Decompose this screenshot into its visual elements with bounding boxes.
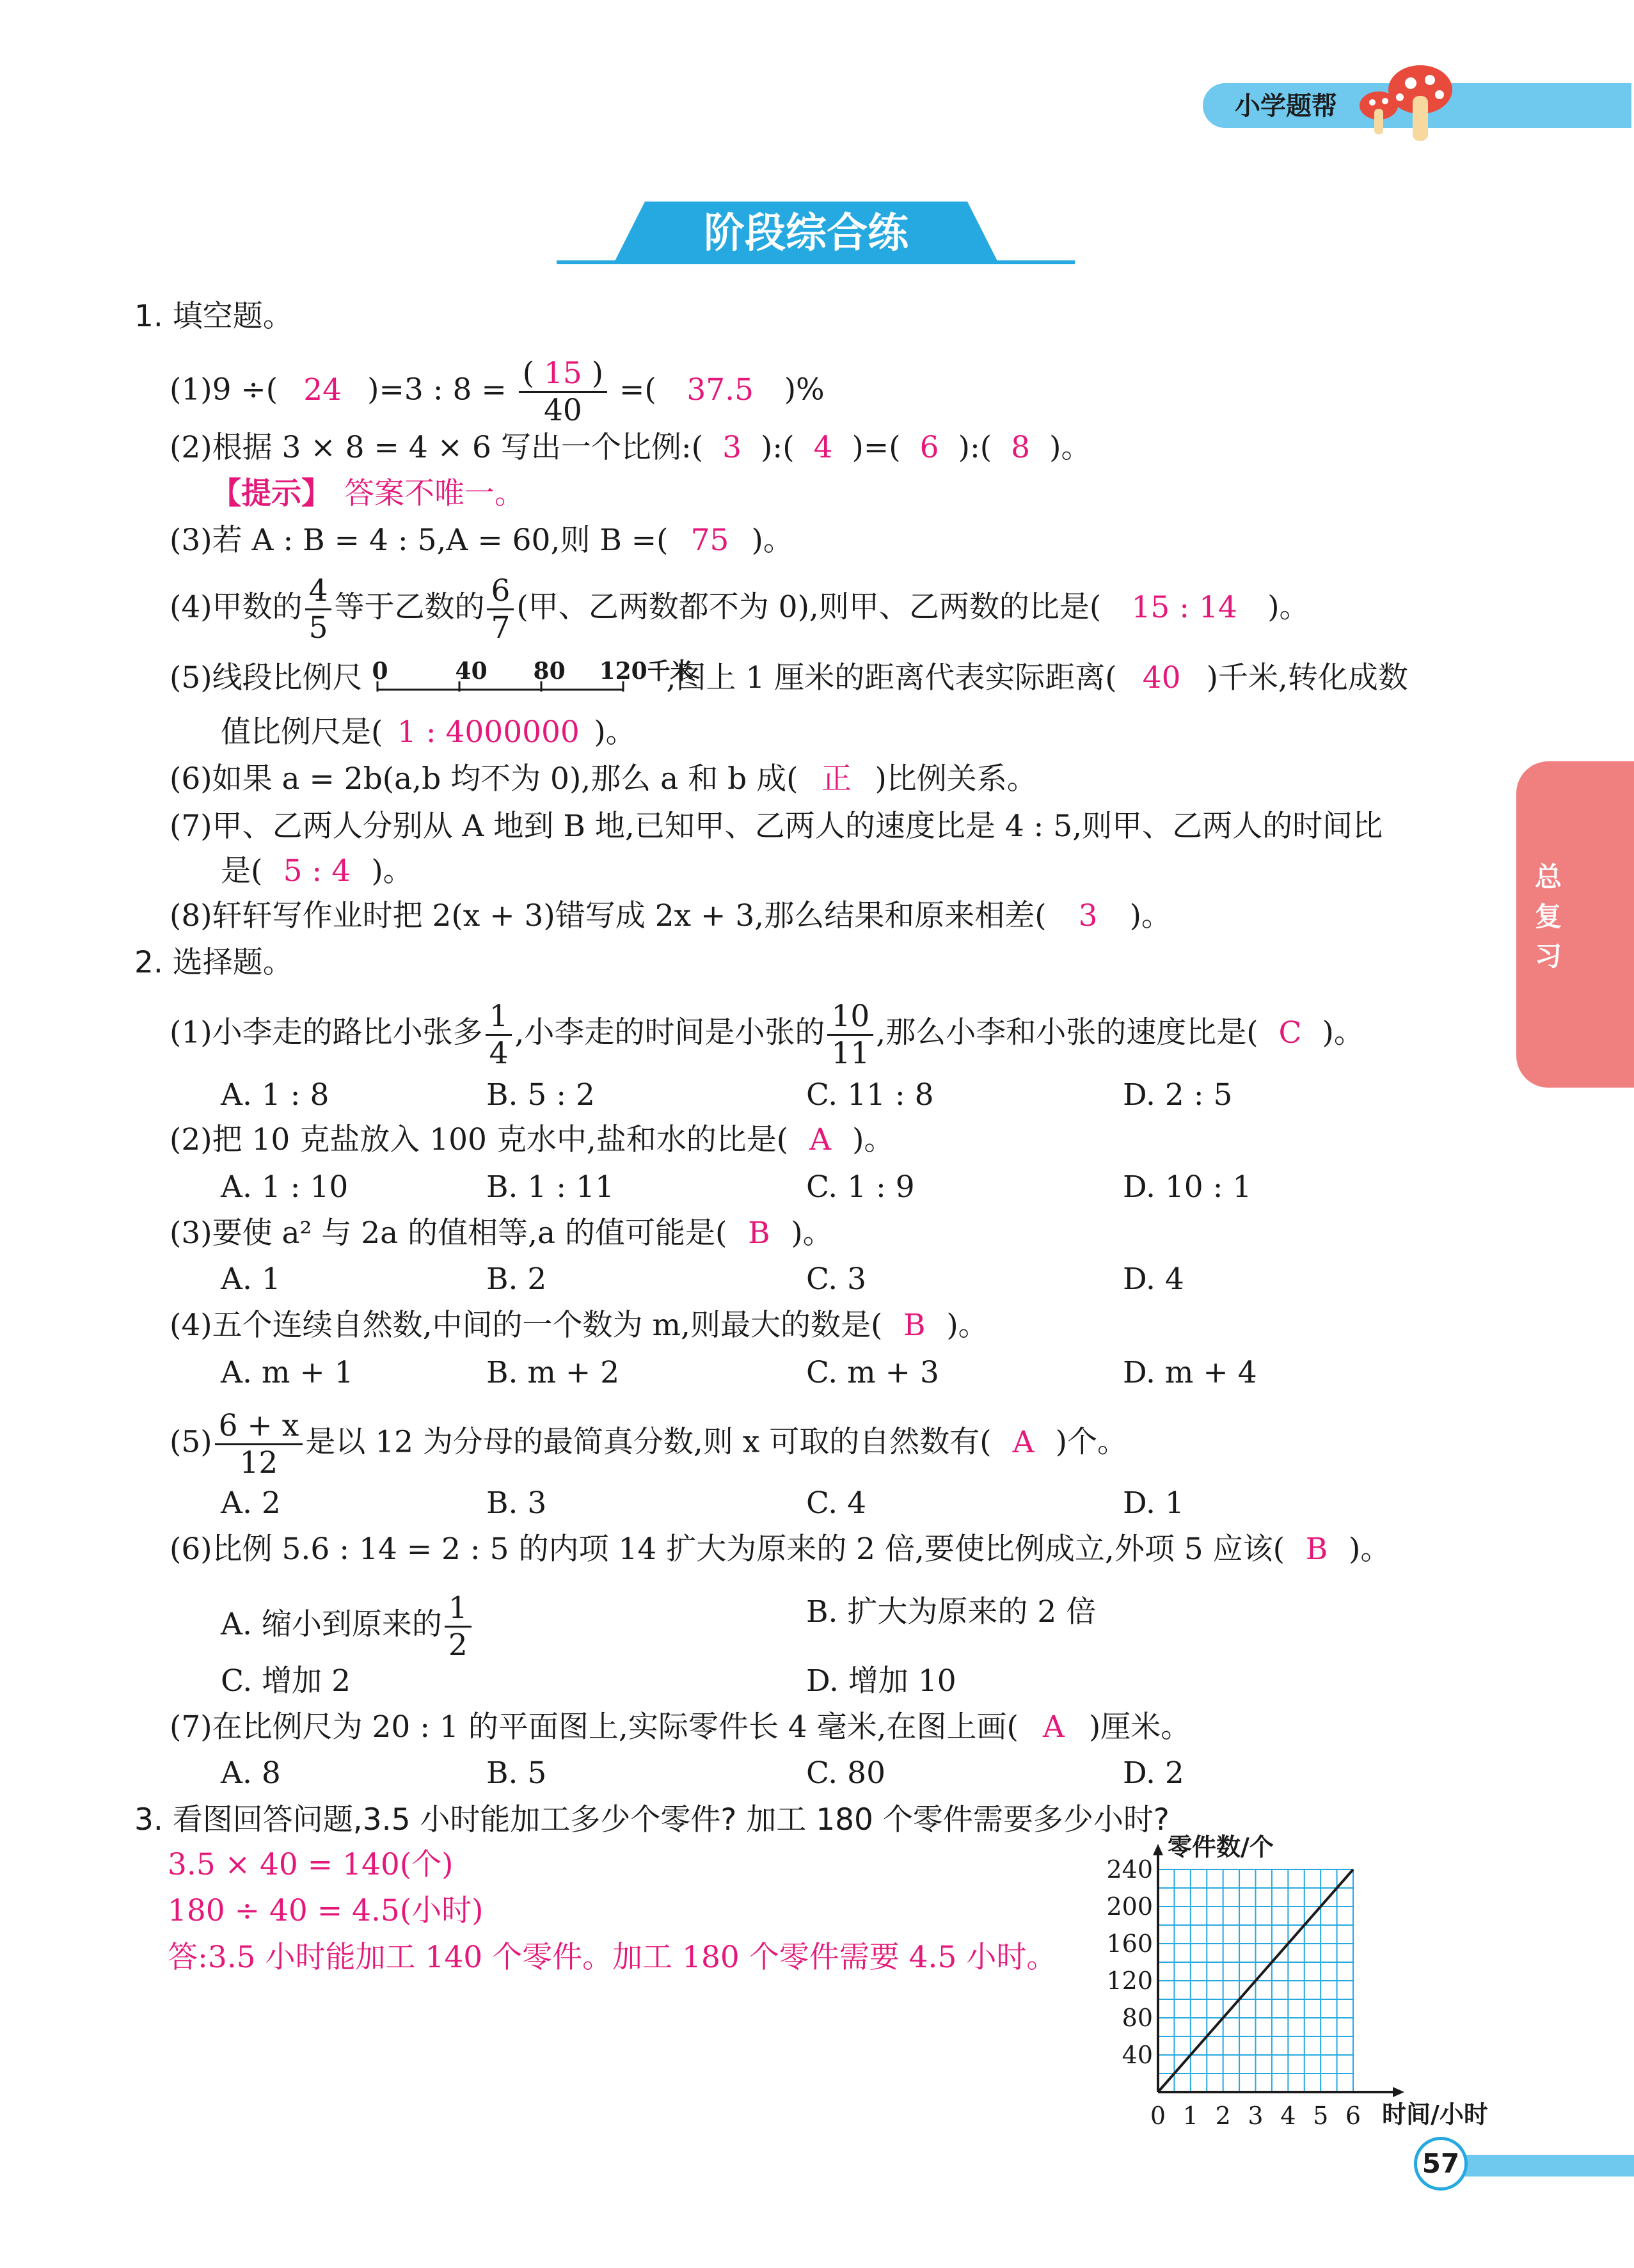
text-span: 4 — [489, 1036, 509, 1071]
q1-item6 — [170, 760, 1037, 798]
text-span: 120千米 — [599, 658, 694, 685]
y-axis-arrow — [1153, 1844, 1163, 1855]
text-span: 5 — [308, 610, 328, 646]
q2-item7 — [170, 1708, 1191, 1747]
q2-item5-opt-b: B. 3 — [486, 1486, 547, 1521]
q2-item2-opt-c: C. 1 : 9 — [806, 1170, 915, 1205]
text-span: 15 — [543, 356, 582, 391]
q2-item7-opt-a: A. 8 — [221, 1756, 281, 1791]
text-span: (6)如果 a = 2b(a,b 均不为 0),那么 a 和 b 成( — [170, 761, 798, 797]
text-span: (甲、乙两数都不为 0),则甲、乙两数的比是( — [516, 589, 1102, 625]
q1-item2 — [170, 429, 1091, 467]
q1-item7 — [170, 807, 1383, 846]
text-span: (3)要使 a² 与 2a 的值相等,a 的值可能是( — [170, 1216, 727, 1251]
x-tick-label: 0 — [1150, 2102, 1166, 2130]
text-span: 75 — [690, 523, 729, 558]
text-span: (7)在比例尺为 20 : 1 的平面图上,实际零件长 4 毫米,在图上画( — [170, 1709, 1019, 1745]
section-title-banner — [557, 202, 1075, 266]
text-span: 10 — [827, 1001, 873, 1036]
line-chart — [1081, 1830, 1529, 2137]
text-span: 1 : 4000000 — [397, 715, 580, 750]
text-span: 等于乙数的 — [334, 589, 485, 625]
text-span: 40 — [1142, 660, 1181, 695]
text-span: 11 — [831, 1036, 870, 1071]
text-span: 6 — [487, 576, 514, 610]
q3-answer-line1: 3.5 × 40 = 140(个) — [168, 1847, 454, 1882]
x-tick-label: 4 — [1280, 2102, 1296, 2130]
text-span: 6 — [919, 430, 939, 465]
q1-item5 — [170, 659, 1408, 699]
q2-item2-opt-d: D. 10 : 1 — [1123, 1170, 1252, 1205]
text-span: (4)五个连续自然数,中间的一个数为 m,则最大的数是( — [170, 1308, 883, 1343]
q2-item4-opt-a: A. m + 1 — [221, 1355, 354, 1390]
text-span: (5)线段比例尺 — [170, 660, 363, 695]
text-span: )。 — [946, 1308, 988, 1343]
text-span: 值比例尺是( — [221, 715, 383, 750]
text-span: C — [1278, 1015, 1302, 1051]
text-span: (6)比例 5.6 : 14 = 2 : 5 的内项 14 扩大为原来的 2 倍,要使比例成立,外项 5 应该( — [170, 1532, 1285, 1567]
text-span: )=3 : 8 = — [367, 372, 507, 408]
q1-item7-cont — [221, 852, 413, 891]
q2-item5-opt-a: A. 2 — [221, 1486, 281, 1521]
text-span: 0 — [372, 658, 388, 685]
x-tick-label: 6 — [1345, 2102, 1361, 2130]
text-span: 80 — [533, 658, 566, 685]
y-tick-label: 40 — [1122, 2041, 1153, 2069]
answer: 24 — [303, 372, 342, 408]
text-span: 8 — [1011, 430, 1031, 465]
q2-item3-opt-b: B. 2 — [486, 1262, 547, 1297]
text-span: =( — [619, 372, 656, 408]
text-span: )% — [784, 372, 825, 408]
q2-item3-opt-d: D. 4 — [1123, 1262, 1184, 1297]
text-span: )。 — [1322, 1015, 1364, 1051]
q1-item3 — [170, 521, 793, 560]
section-title: 阶段综合练 — [704, 210, 908, 257]
q2-item2-opt-a: A. 1 : 10 — [221, 1170, 349, 1205]
text-span: (2)把 10 克盐放入 100 克水中,盐和水的比是( — [170, 1122, 789, 1157]
text-span: A — [1012, 1424, 1035, 1460]
text-span: 2 — [448, 1628, 468, 1663]
q1-hint — [211, 475, 525, 513]
text-span: (1)9 ÷( — [170, 372, 278, 408]
q2-item7-opt-b: B. 5 — [486, 1756, 547, 1791]
y-tick-label: 80 — [1122, 2004, 1153, 2032]
text-span: A. 缩小到原来的 — [221, 1606, 442, 1642]
text-span: )。 — [371, 853, 413, 889]
q2-item7-opt-c: C. 80 — [806, 1756, 885, 1791]
text-span: 4 — [813, 430, 833, 465]
text-span: )。 — [594, 715, 636, 750]
text-span: 是以 12 为分母的最简真分数,则 x 可取的自然数有( — [305, 1424, 992, 1460]
scale-bar — [372, 658, 694, 699]
text-span: B — [748, 1216, 770, 1251]
fraction — [486, 999, 512, 1071]
q2-item6-opt-a — [221, 1590, 474, 1663]
text-span: )千米,转化成数 — [1206, 660, 1408, 695]
q2-item6-opt-b: B. 扩大为原来的 2 倍 — [806, 1594, 1097, 1630]
text-span: 答案不唯一。 — [344, 476, 525, 511]
text-span: 3 — [722, 430, 742, 465]
y-axis-label: 零件数/个 — [1168, 1833, 1274, 1861]
text-span: 1 — [486, 1001, 512, 1036]
fraction — [305, 573, 332, 646]
y-tick-label: 120 — [1106, 1967, 1153, 1995]
text-span: 40 — [455, 658, 488, 685]
q2-item4-opt-d: D. m + 4 — [1123, 1355, 1257, 1390]
brand-label: 小学题帮 — [1235, 91, 1337, 121]
text-span: 15 : 14 — [1131, 589, 1237, 625]
text-span: (8)轩轩写作业时把 2(x + 3)错写成 2x + 3,那么结果和原来相差( — [170, 898, 1047, 933]
text-span: (7)甲、乙两人分别从 A 地到 B 地,已知甲、乙两人的速度比是 4 : 5,则甲、乙两人的时间比 — [170, 809, 1383, 844]
text-span: 1 — [445, 1593, 472, 1628]
text-span: 6 + x — [215, 1411, 303, 1445]
text-span: (5) — [170, 1424, 212, 1460]
text-span: A — [809, 1122, 832, 1157]
q1-item1 — [170, 356, 825, 428]
q2-item6 — [170, 1530, 1390, 1569]
fraction — [827, 999, 873, 1071]
text-span: ):( — [761, 430, 795, 465]
y-tick-label: 200 — [1106, 1892, 1153, 1921]
text-span: 【提示】 — [211, 476, 331, 511]
text-span: 7 — [491, 610, 511, 646]
text-span: (2)根据 3 × 8 = 4 × 6 写出一个比例:( — [170, 430, 704, 465]
text-span: ):( — [958, 430, 992, 465]
text-span: (4)甲数的 — [170, 589, 303, 625]
q3-answer-line3: 答:3.5 小时能加工 140 个零件。加工 180 个零件需要 4.5 小时。 — [168, 1940, 1057, 1975]
q2-item4 — [170, 1306, 988, 1345]
answer: 37.5 — [686, 372, 754, 408]
q2-item5 — [170, 1408, 1127, 1480]
x-tick-label: 3 — [1248, 2102, 1264, 2130]
text-span: )厘米。 — [1088, 1709, 1191, 1745]
text-span: 3 — [1078, 898, 1098, 933]
text-span: B — [903, 1308, 926, 1343]
footer-bar — [1440, 2155, 1634, 2177]
fraction — [215, 1408, 303, 1480]
q2-item4-opt-c: C. m + 3 — [806, 1355, 939, 1390]
text-span: 是( — [221, 853, 263, 889]
text-span: 正 — [821, 761, 852, 797]
q1-item4 — [170, 573, 1310, 646]
q3-answer-line2: 180 ÷ 40 = 4.5(小时) — [168, 1893, 484, 1928]
text-span: A — [1042, 1709, 1065, 1745]
y-tick-label: 240 — [1106, 1855, 1153, 1883]
q2-item3 — [170, 1214, 833, 1253]
text-span: (1)小李走的路比小张多 — [170, 1015, 483, 1051]
mushroom-icon — [1350, 58, 1465, 147]
page-number: 57 — [1414, 2137, 1468, 2191]
text-span: )。 — [1129, 898, 1171, 933]
text-span: )。 — [751, 523, 793, 558]
fraction — [445, 1590, 472, 1663]
text-span: 12 — [239, 1445, 278, 1480]
q2-item6-opt-c: C. 增加 2 — [221, 1663, 351, 1699]
q2-item3-opt-a: A. 1 — [221, 1262, 281, 1297]
x-tick-label: 1 — [1182, 2102, 1198, 2130]
text-span: )个。 — [1055, 1424, 1127, 1460]
x-axis-label: 时间/小时 — [1382, 2100, 1488, 2129]
x-tick-label: 2 — [1215, 2102, 1231, 2130]
text-span: (3)若 A : B = 4 : 5,A = 60,则 B =( — [170, 523, 669, 558]
text-span: )。 — [852, 1122, 894, 1157]
q2-item1 — [170, 999, 1364, 1071]
text-span: )。 — [1049, 430, 1091, 465]
q2-item1-opt-a: A. 1 : 8 — [221, 1077, 329, 1113]
x-axis-arrow — [1393, 2087, 1404, 2097]
text-span: )。 — [791, 1216, 833, 1251]
q2-item4-opt-b: B. m + 2 — [486, 1355, 620, 1390]
text-span: )=( — [852, 430, 901, 465]
y-tick-label: 160 — [1106, 1930, 1153, 1958]
text-span: )。 — [1267, 589, 1310, 625]
q1-heading: 1. 填空题。 — [134, 299, 293, 334]
text-span: ,图上 1 厘米的距离代表实际距离( — [666, 660, 1117, 695]
q2-item7-opt-d: D. 2 — [1123, 1756, 1184, 1791]
q2-item2-opt-b: B. 1 : 11 — [486, 1170, 614, 1205]
q3-heading: 3. 看图回答问题,3.5 小时能加工多少个零件? 加工 180 个零件需要多少小时? — [134, 1802, 1170, 1837]
q1-item8 — [170, 897, 1171, 935]
q2-item5-opt-d: D. 1 — [1123, 1486, 1184, 1521]
text-span: )。 — [1348, 1532, 1391, 1567]
text-span: B — [1305, 1532, 1328, 1567]
q2-item6-opt-d: D. 增加 10 — [806, 1663, 956, 1699]
fraction: $\frac{( 15 )}{40}$ — [519, 358, 607, 425]
fraction — [487, 573, 514, 646]
text-span: )比例关系。 — [875, 761, 1037, 797]
q2-item1-opt-c: C. 11 : 8 — [806, 1077, 934, 1113]
q2-item3-opt-c: C. 3 — [806, 1262, 867, 1297]
text-span: ,小李走的时间是小张的 — [514, 1015, 825, 1051]
q2-item1-opt-b: B. 5 : 2 — [486, 1077, 595, 1113]
side-tab-label: 总复习 — [1534, 861, 1562, 972]
q2-item1-opt-d: D. 2 : 5 — [1123, 1077, 1233, 1113]
q2-item5-opt-c: C. 4 — [806, 1486, 867, 1521]
text-span: 40 — [543, 393, 582, 428]
q2-item2 — [170, 1121, 894, 1159]
q1-item5-cont — [221, 713, 636, 752]
q2-heading: 2. 选择题。 — [134, 945, 293, 980]
text-span: 5 : 4 — [283, 853, 351, 889]
x-tick-label: 5 — [1313, 2102, 1329, 2130]
text-span: 4 — [305, 576, 332, 610]
text-span: ,那么小李和小张的速度比是( — [876, 1015, 1258, 1051]
